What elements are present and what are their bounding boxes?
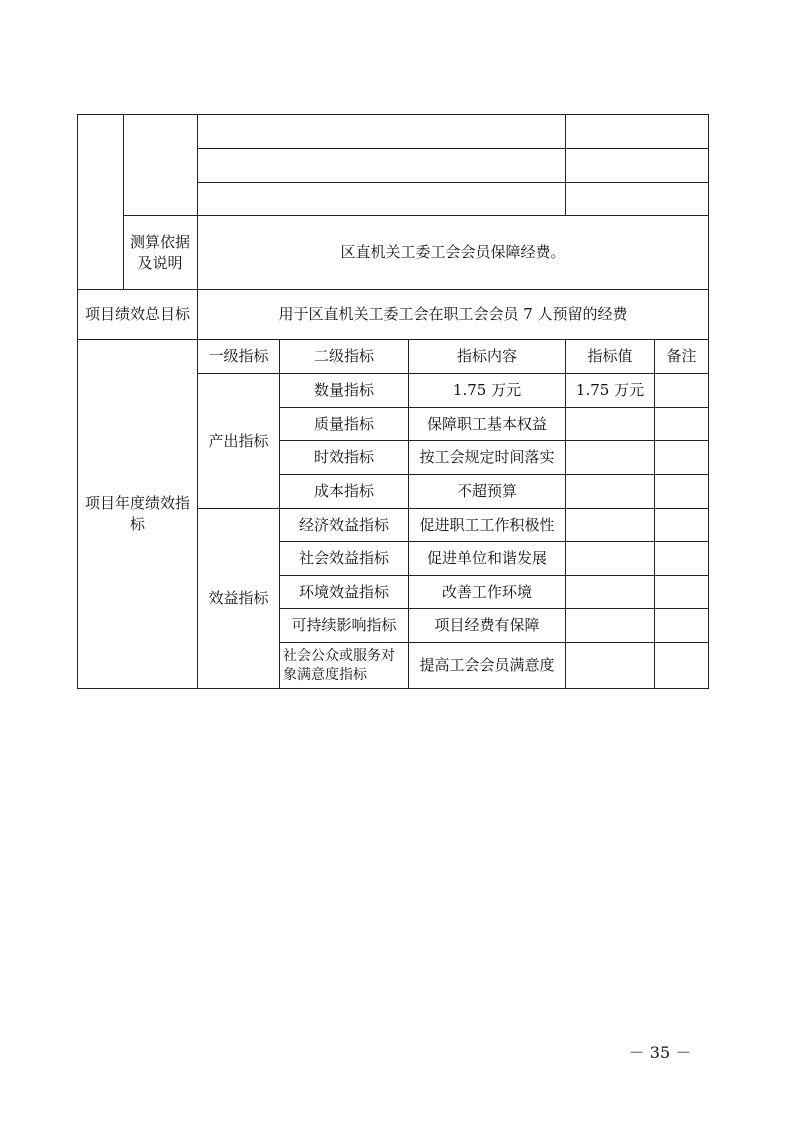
row-level2: 社会公众或服务对象满意度指标 <box>283 647 395 683</box>
row-content: 保障职工基本权益 <box>426 414 547 433</box>
row-content: 提高工会会员满意度 <box>419 656 555 674</box>
row-content: 按工会规定时间落实 <box>419 448 555 466</box>
header-level1: 一级指标 <box>208 347 269 365</box>
row-note <box>655 609 708 642</box>
row-level2: 时效指标 <box>313 448 374 466</box>
row-value <box>566 542 654 575</box>
row-value <box>566 643 654 688</box>
row-value <box>566 509 654 541</box>
row-note <box>655 643 708 688</box>
header-value: 指标值 <box>587 347 633 365</box>
row-note <box>655 441 708 474</box>
row-content: 项目经费有保障 <box>434 616 540 634</box>
row-value <box>566 475 654 508</box>
row-note <box>655 542 708 575</box>
row-level2: 成本指标 <box>313 482 374 500</box>
row-level2: 质量指标 <box>313 414 374 433</box>
row-value: 1.75 万元 <box>575 381 645 399</box>
row-value <box>566 408 654 440</box>
row-note <box>655 475 708 508</box>
overall-goal-label: 项目绩效总目标 <box>84 305 190 323</box>
row-note <box>655 374 708 407</box>
row-content: 促进单位和谐发展 <box>426 549 547 567</box>
row-value <box>566 609 654 642</box>
row-note <box>655 509 708 541</box>
row-level2: 环境效益指标 <box>298 582 389 601</box>
basis-label: 测算依据 及说明 <box>129 232 190 272</box>
row-value <box>566 576 654 608</box>
header-level2: 二级指标 <box>313 347 374 365</box>
page-number: － 35 － <box>628 1043 692 1062</box>
row-content: 不超预算 <box>456 482 517 500</box>
header-content: 指标内容 <box>456 347 517 365</box>
row-level2: 数量指标 <box>313 381 374 399</box>
row-level2: 可持续影响指标 <box>291 616 397 634</box>
row-level2: 社会效益指标 <box>298 549 389 567</box>
basis-text: 区直机关工委工会会员保障经费。 <box>340 243 566 261</box>
group-benefit: 效益指标 <box>208 589 269 607</box>
group-output: 产出指标 <box>208 431 269 450</box>
row-note <box>655 576 708 608</box>
row-content: 改善工作环境 <box>441 582 532 601</box>
row-note <box>655 408 708 440</box>
row-content: 促进职工工作积极性 <box>419 515 555 534</box>
row-content: 1.75 万元 <box>452 381 522 399</box>
annual-indicators-label: 项目年度绩效指 标 <box>84 494 190 533</box>
header-note: 备注 <box>666 347 697 365</box>
row-level2: 经济效益指标 <box>298 515 389 534</box>
row-value <box>566 441 654 474</box>
overall-goal-text: 用于区直机关工委工会在职工会会员 7 人预留的经费 <box>278 305 628 323</box>
